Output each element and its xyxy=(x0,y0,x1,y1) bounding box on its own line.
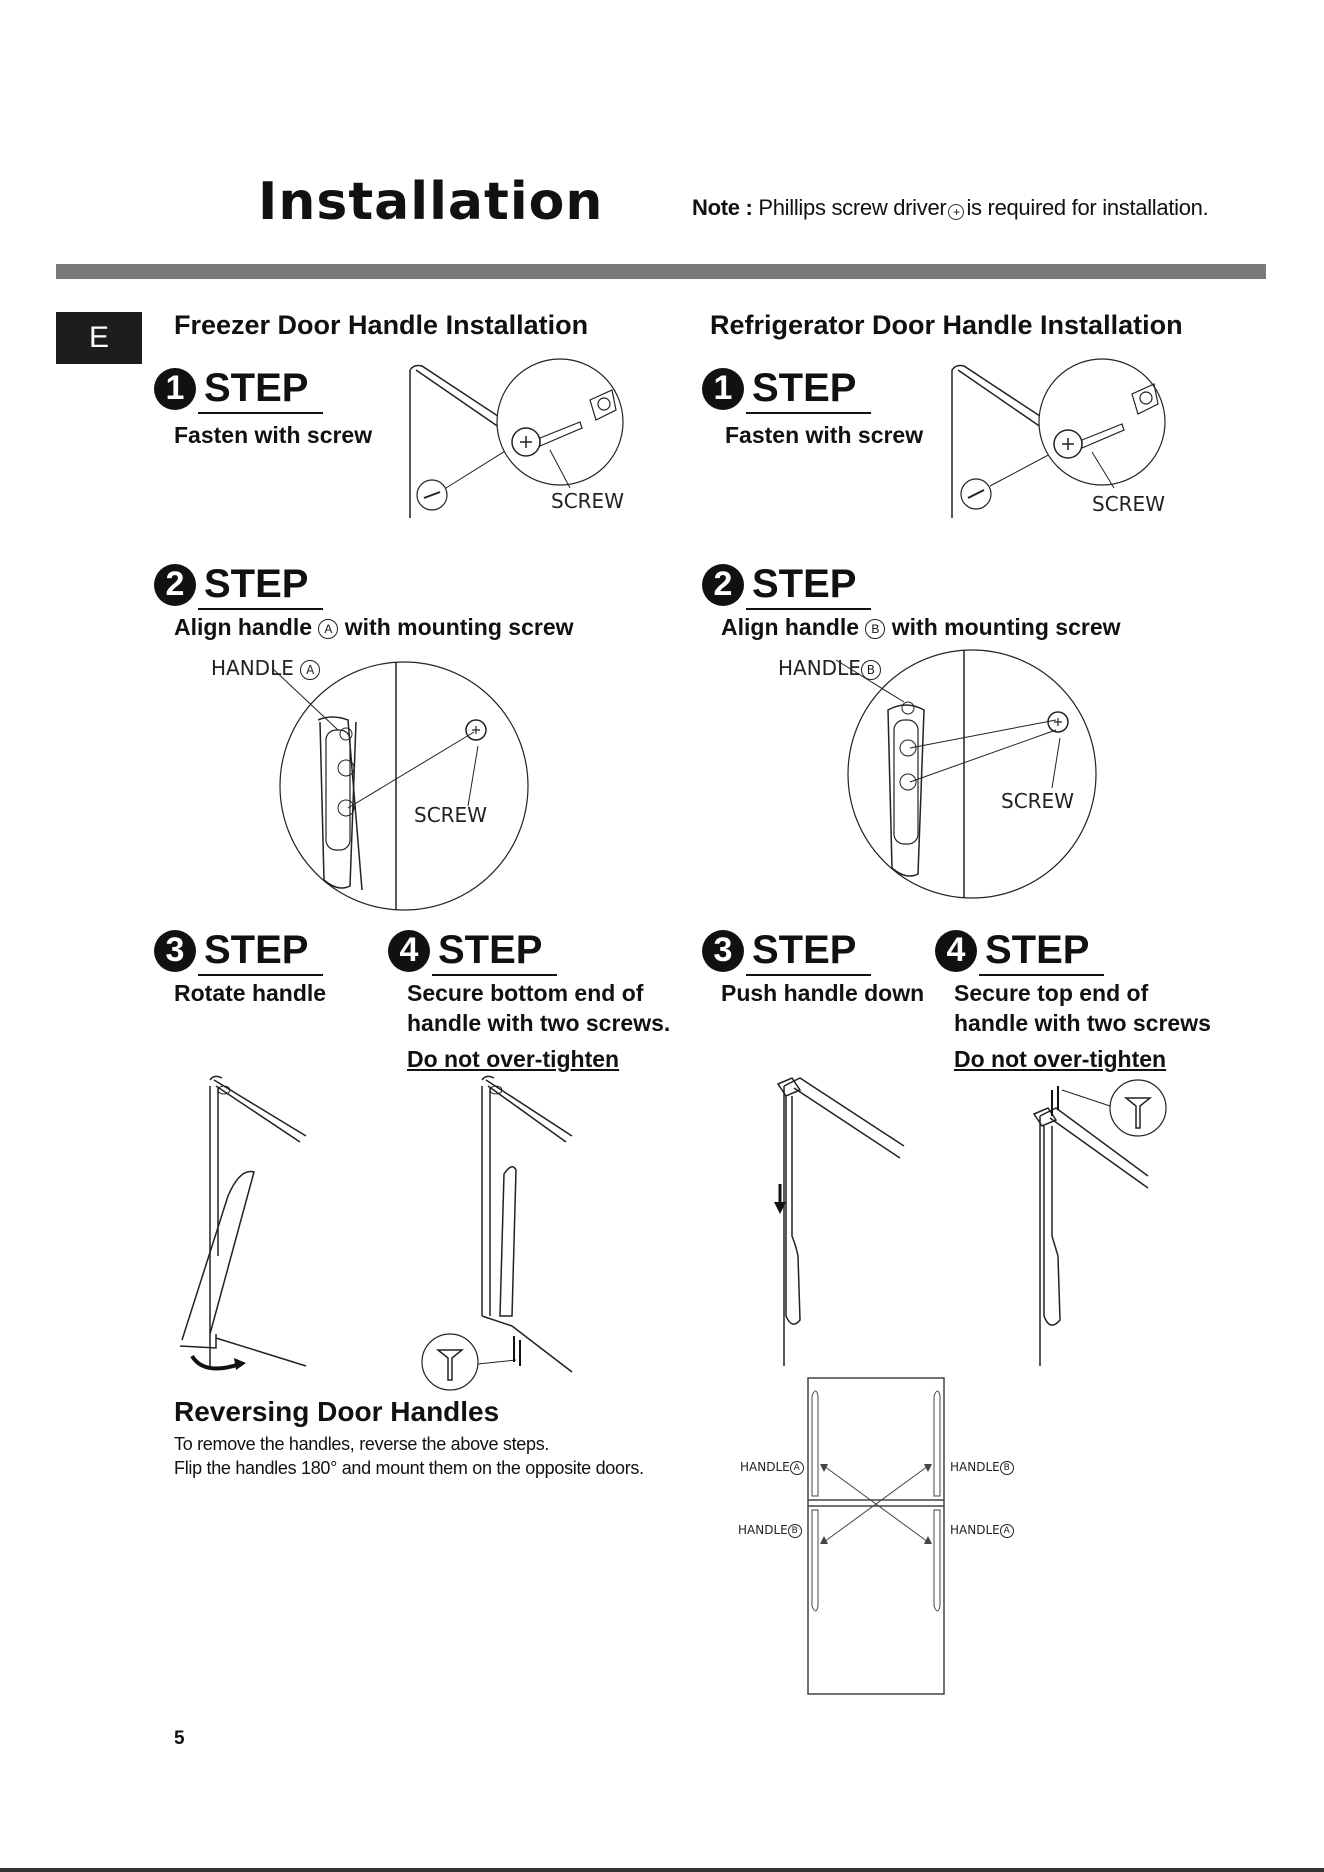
freezer-heading: Freezer Door Handle Installation xyxy=(174,310,589,340)
freezer-step2-desc xyxy=(174,612,574,642)
freezer-step3-underline xyxy=(198,974,323,976)
freezer-step3-title xyxy=(154,928,308,973)
freezer-step4-warning: Do not over-tighten xyxy=(407,1046,620,1072)
fridge-step1-desc: Fasten with screw xyxy=(725,422,924,448)
fridge-step2-desc-2: with mounting screw xyxy=(891,614,1121,640)
rev-label-br-text: HANDLE xyxy=(950,1523,1000,1537)
freezer-step1-title xyxy=(154,366,308,411)
note-text-1: Phillips screw driver xyxy=(758,195,947,220)
fridge-step4-word: STEP xyxy=(985,928,1090,972)
fridge-handle-label-text: HANDLE xyxy=(778,656,861,680)
fridge-step1-underline xyxy=(746,412,871,414)
freezer-step3-word: STEP xyxy=(204,928,309,972)
fridge-step4-title xyxy=(935,928,1089,973)
rev-label-bl-text: HANDLE xyxy=(738,1523,788,1537)
reversing-heading: Reversing Door Handles xyxy=(174,1396,500,1427)
rev-label-bottom-left xyxy=(738,1523,802,1538)
note-label: Note : xyxy=(692,195,753,220)
handle-a-mark: A xyxy=(318,619,338,639)
installation-note xyxy=(692,195,1208,221)
freezer-step4-number: 4 xyxy=(388,930,430,972)
freezer-step1-screw-label: SCREW xyxy=(551,489,624,513)
fridge-step2-screw-label: SCREW xyxy=(1001,789,1074,813)
fridge-step4-warning: Do not over-tighten xyxy=(954,1046,1167,1072)
fridge-step4-desc xyxy=(954,978,1211,1074)
fridge-handle-label-mark: B xyxy=(861,660,881,680)
freezer-step2-illustration xyxy=(278,660,538,920)
freezer-step4-illustration xyxy=(412,1076,582,1406)
freezer-step2-number: 2 xyxy=(154,564,196,606)
fridge-step3-underline xyxy=(746,974,871,976)
rev-label-tl-mark: A xyxy=(790,1461,804,1475)
freezer-step2-word: STEP xyxy=(204,562,309,606)
handle-b-mark: B xyxy=(865,619,885,639)
rev-label-tl-text: HANDLE xyxy=(740,1460,790,1474)
rev-label-tr-mark: B xyxy=(1000,1461,1014,1475)
note-text-2: is required for installation. xyxy=(966,195,1209,220)
fridge-step3-desc: Push handle down xyxy=(721,980,925,1006)
fridge-step1-title xyxy=(702,366,856,411)
fridge-step2-title xyxy=(702,562,856,607)
rev-label-top-left xyxy=(740,1460,804,1475)
fridge-step1-number: 1 xyxy=(702,368,744,410)
fridge-step3-illustration xyxy=(764,1076,914,1376)
fridge-step3-title xyxy=(702,928,856,973)
freezer-handle-label-text: HANDLE xyxy=(211,656,294,680)
freezer-step4-word: STEP xyxy=(438,928,543,972)
freezer-step2-title xyxy=(154,562,308,607)
fridge-step4-number: 4 xyxy=(935,930,977,972)
rev-label-tr-text: HANDLE xyxy=(950,1460,1000,1474)
fridge-step4-underline xyxy=(979,974,1104,976)
freezer-step1-desc: Fasten with screw xyxy=(174,422,373,448)
fridge-step3-word: STEP xyxy=(752,928,857,972)
freezer-step4-underline xyxy=(432,974,557,976)
freezer-step2-desc-2: with mounting screw xyxy=(344,614,574,640)
fridge-step1-screw-label: SCREW xyxy=(1092,492,1165,516)
phillips-screw-icon: + xyxy=(948,204,964,220)
refrigerator-heading: Refrigerator Door Handle Installation xyxy=(710,310,1183,340)
reversing-line-1: To remove the handles, reverse the above steps. xyxy=(174,1434,550,1454)
fridge-step4-desc-2: handle with two screws xyxy=(954,1010,1211,1036)
freezer-step4-desc xyxy=(407,978,670,1074)
freezer-step3-number: 3 xyxy=(154,930,196,972)
freezer-handle-label-mark: A xyxy=(300,660,320,680)
reversing-diagram xyxy=(806,1376,946,1696)
freezer-step4-title xyxy=(388,928,542,973)
freezer-step3-desc: Rotate handle xyxy=(174,980,327,1006)
fridge-step4-illustration xyxy=(1028,1076,1208,1376)
page-number: 5 xyxy=(174,1728,185,1749)
freezer-step2-desc-1: Align handle xyxy=(174,614,312,640)
freezer-step1-number: 1 xyxy=(154,368,196,410)
fridge-step2-illustration xyxy=(846,648,1106,908)
fridge-step3-number: 3 xyxy=(702,930,744,972)
rev-label-br-mark: A xyxy=(1000,1524,1014,1538)
freezer-step2-underline xyxy=(198,608,323,610)
header-divider xyxy=(56,264,1266,279)
rev-label-bottom-right xyxy=(950,1523,1014,1538)
rev-label-top-right xyxy=(950,1460,1014,1475)
language-tab: E xyxy=(56,312,142,364)
fridge-step2-word: STEP xyxy=(752,562,857,606)
bottom-border xyxy=(0,1868,1324,1872)
fridge-step2-desc xyxy=(721,612,1121,642)
freezer-step4-desc-2: handle with two screws. xyxy=(407,1010,671,1036)
freezer-step3-illustration xyxy=(170,1076,320,1376)
page-title: Installation xyxy=(258,172,604,232)
reversing-line-2: Flip the handles 180° and mount them on the opposite doors. xyxy=(174,1458,644,1478)
fridge-step2-desc-1: Align handle xyxy=(721,614,859,640)
fridge-step1-word: STEP xyxy=(752,366,857,410)
freezer-step1-underline xyxy=(198,412,323,414)
fridge-step4-desc-1: Secure top end of xyxy=(954,980,1149,1006)
freezer-step1-word: STEP xyxy=(204,366,309,410)
rev-label-bl-mark: B xyxy=(788,1524,802,1538)
fridge-step2-number: 2 xyxy=(702,564,744,606)
fridge-step2-underline xyxy=(746,608,871,610)
freezer-step4-desc-1: Secure bottom end of xyxy=(407,980,644,1006)
freezer-step2-screw-label: SCREW xyxy=(414,803,487,827)
